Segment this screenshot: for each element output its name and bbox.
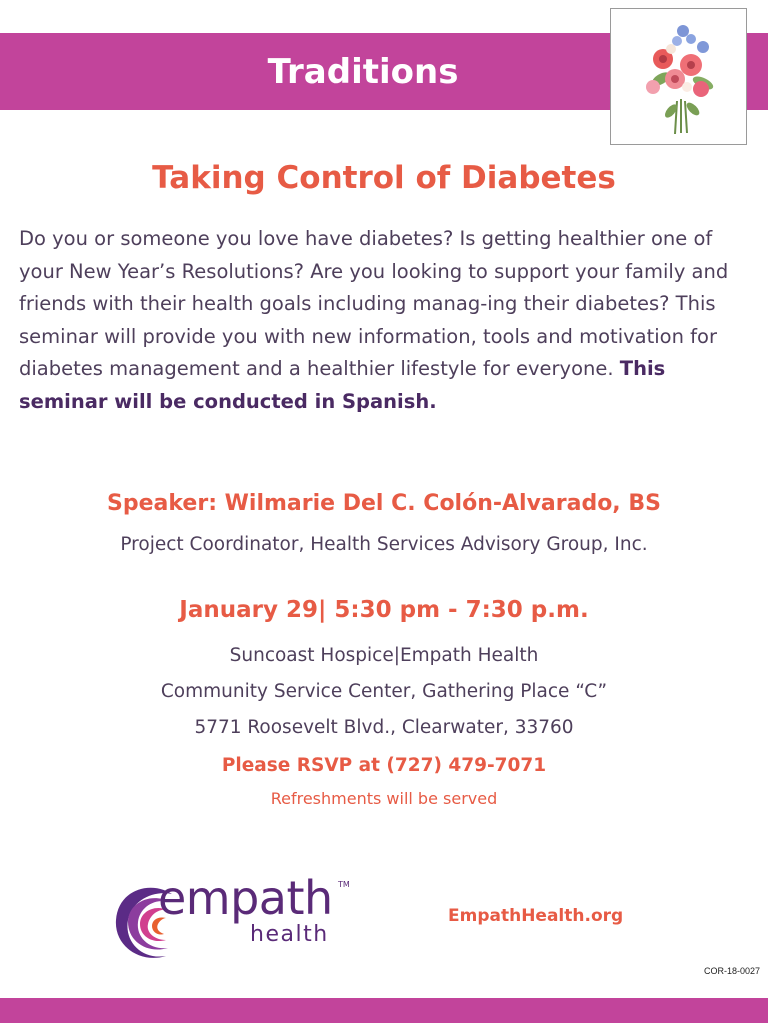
flower-bouquet-icon xyxy=(610,8,747,145)
event-date-time: January 29| 5:30 pm - 7:30 p.m. xyxy=(179,597,589,623)
event-title: Taking Control of Diabetes xyxy=(152,160,616,196)
location-line-2: Community Service Center, Gathering Place “C” xyxy=(160,681,608,702)
location-line-1: Suncoast Hospice|Empath Health xyxy=(229,645,539,666)
trademark-mark: TM xyxy=(338,880,350,889)
location-line-3: 5771 Roosevelt Blvd., Clearwater, 33760 xyxy=(194,717,574,738)
website-link[interactable]: EmpathHealth.org xyxy=(448,906,624,926)
description-text: Do you or someone you love have diabetes? Is getting healthier one of your New Year’s Resolutions? Are you looking to support your family and friends with their health goals including manag-ing their diabetes? This seminar will provide you with new information, tools and motivation for diabetes management and a healthier lifestyle for everyone. xyxy=(19,227,729,380)
empath-health-logo xyxy=(110,872,370,962)
logo-wordmark: empath xyxy=(158,871,333,925)
refreshments-note: Refreshments will be served xyxy=(270,789,498,808)
language-note: This seminar will be conducted in Spanish. xyxy=(19,357,666,413)
footer-bar xyxy=(0,998,768,1023)
speaker-name: Speaker: Wilmarie Del C. Colón-Alvarado, BS xyxy=(107,491,661,516)
document-code: COR-18-0027 xyxy=(703,966,760,976)
banner-title: Traditions xyxy=(267,52,459,92)
event-description xyxy=(19,223,744,418)
logo-subtitle: health xyxy=(250,922,329,947)
speaker-role: Project Coordinator, Health Services Advisory Group, Inc. xyxy=(120,534,648,555)
rsvp-phone: Please RSVP at (727) 479-7071 xyxy=(221,755,547,776)
